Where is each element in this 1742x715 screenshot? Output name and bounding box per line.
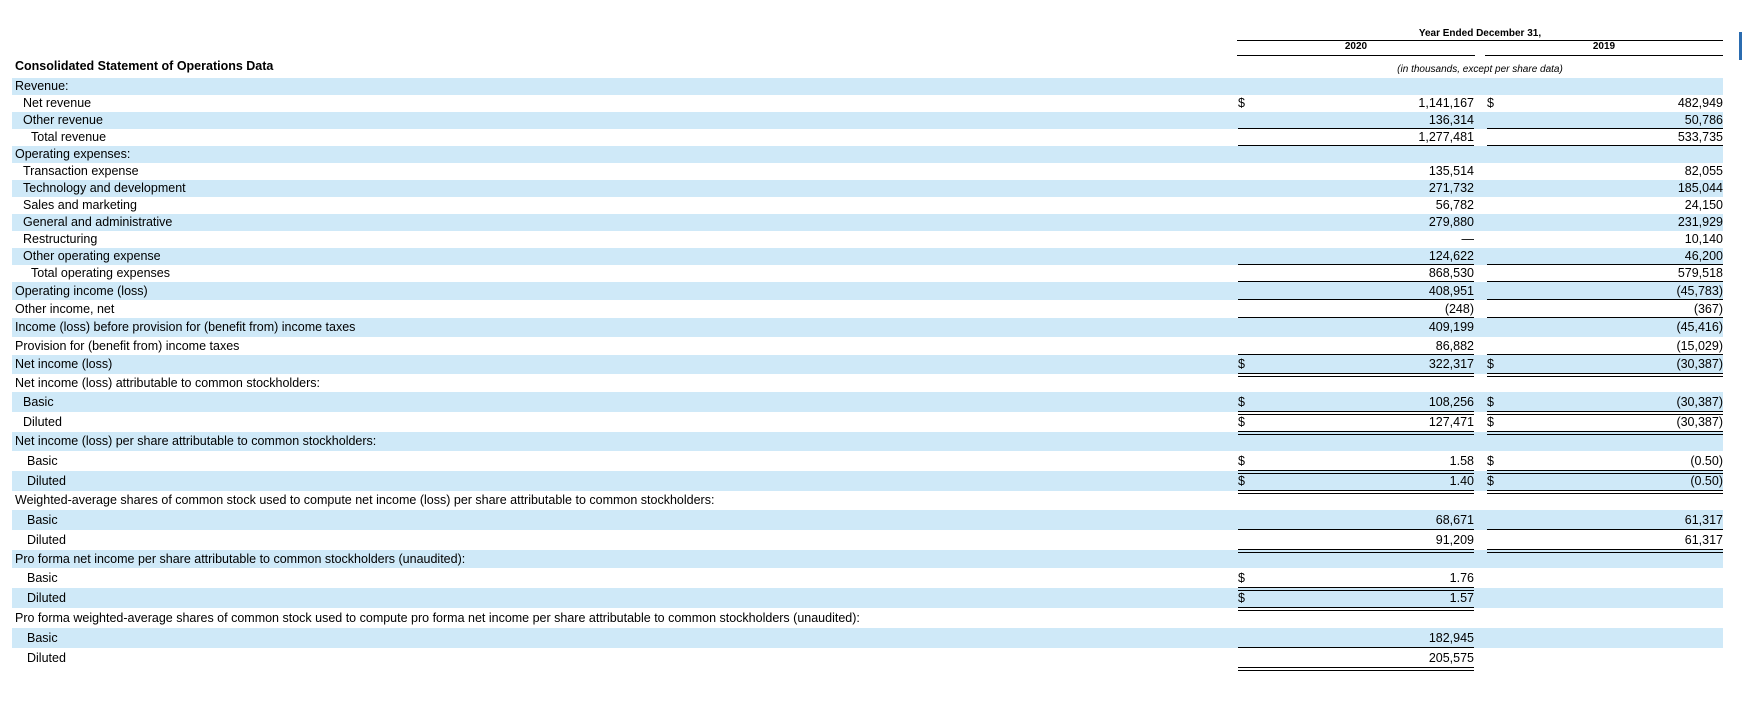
header-period-title: Year Ended December 31,	[1418, 28, 1542, 39]
row-label: Operating income (loss)	[15, 284, 148, 298]
row-label: Pro forma weighted-average shares of common stock used to compute pro forma net income per share attributable to common stockholders (unaudited):	[15, 611, 860, 625]
value-2019: 231,929	[1677, 215, 1723, 229]
row-label: Total operating expenses	[31, 266, 170, 280]
row-label: Diluted	[27, 651, 66, 665]
row-label: Other revenue	[23, 113, 103, 127]
single-underline	[1238, 145, 1474, 146]
header-rule-2019	[1485, 55, 1723, 56]
table-row	[12, 412, 1723, 432]
row-label: Basic	[27, 513, 58, 527]
value-2020: 1.58	[1449, 454, 1474, 468]
value-2019: (45,783)	[1676, 284, 1723, 298]
table-row	[12, 392, 1723, 412]
value-2020: 1,141,167	[1418, 96, 1474, 110]
row-label: Pro forma net income per share attributable to common stockholders (unaudited):	[15, 552, 466, 566]
row-label: Technology and development	[23, 181, 186, 195]
double-underline	[1487, 490, 1723, 494]
header-year-2020: 2020	[1344, 41, 1368, 52]
value-2020: 322,317	[1428, 357, 1474, 371]
value-2019: 482,949	[1677, 96, 1723, 110]
table-row	[12, 608, 1723, 628]
double-underline	[1238, 470, 1474, 474]
currency-symbol-2019: $	[1487, 454, 1494, 468]
table-row	[12, 214, 1723, 231]
double-underline	[1487, 470, 1723, 474]
row-label: Other operating expense	[23, 249, 161, 263]
row-label: Diluted	[27, 591, 66, 605]
table-row	[12, 197, 1723, 214]
table-row	[12, 530, 1723, 550]
row-label: Restructuring	[23, 232, 98, 246]
row-label: Net income (loss) attributable to common stockholders:	[15, 376, 320, 390]
value-2019: 46,200	[1684, 249, 1723, 263]
header-units-note: (in thousands, except per share data)	[1397, 64, 1563, 75]
currency-symbol-2020: $	[1238, 474, 1245, 488]
value-2020: 124,622	[1428, 249, 1474, 263]
row-label: Income (loss) before provision for (benefit from) income taxes	[15, 320, 356, 334]
double-underline	[1238, 587, 1474, 591]
single-underline	[1238, 647, 1474, 648]
single-underline	[1238, 281, 1474, 282]
value-2019: 185,044	[1677, 181, 1723, 195]
double-underline	[1487, 431, 1723, 435]
table-row	[12, 163, 1723, 180]
table-row	[12, 129, 1723, 146]
double-underline	[1238, 411, 1474, 415]
value-2020: 56,782	[1435, 198, 1474, 212]
row-label: Diluted	[27, 474, 66, 488]
value-2020: 136,314	[1428, 113, 1474, 127]
single-underline	[1238, 264, 1474, 265]
value-2020: 279,880	[1428, 215, 1474, 229]
currency-symbol-2019: $	[1487, 395, 1494, 409]
value-2019: 533,735	[1677, 130, 1723, 144]
double-underline	[1238, 431, 1474, 435]
value-2020: 127,471	[1428, 415, 1474, 429]
single-underline	[1238, 299, 1474, 300]
value-2020: 1,277,481	[1418, 130, 1474, 144]
header-rule-2020	[1237, 55, 1475, 56]
value-2019: 61,317	[1684, 513, 1723, 527]
single-underline	[1487, 145, 1723, 146]
value-2020: 108,256	[1428, 395, 1474, 409]
table-row	[12, 471, 1723, 491]
double-underline	[1238, 667, 1474, 671]
currency-symbol-2020: $	[1238, 454, 1245, 468]
single-underline	[1238, 317, 1474, 318]
value-2020: 68,671	[1435, 513, 1474, 527]
table-row	[12, 355, 1723, 374]
table-row	[12, 265, 1723, 282]
value-2020: 409,199	[1428, 320, 1474, 334]
row-label: Total revenue	[31, 130, 107, 144]
currency-symbol-2019: $	[1487, 96, 1494, 110]
table-row	[12, 78, 1723, 95]
value-2019: (30,387)	[1676, 357, 1723, 371]
value-2020: (248)	[1444, 302, 1474, 316]
row-label: Net income (loss)	[15, 357, 113, 371]
double-underline	[1238, 607, 1474, 611]
value-2019: 10,140	[1684, 232, 1723, 246]
table-row	[12, 112, 1723, 129]
single-underline	[1238, 529, 1474, 530]
double-underline	[1487, 373, 1723, 377]
currency-symbol-2020: $	[1238, 571, 1245, 585]
value-2019: (30,387)	[1676, 395, 1723, 409]
row-label: Revenue:	[15, 79, 69, 93]
value-2020: 91,209	[1435, 533, 1474, 547]
value-2019: 24,150	[1684, 198, 1723, 212]
value-2019: (30,387)	[1676, 415, 1723, 429]
header-year-2019: 2019	[1592, 41, 1616, 52]
row-label: Provision for (benefit from) income taxes	[15, 339, 240, 353]
value-2019: 50,786	[1684, 113, 1723, 127]
table-row	[12, 300, 1723, 318]
currency-symbol-2019: $	[1487, 415, 1494, 429]
row-label: General and administrative	[23, 215, 173, 229]
statement-title: Consolidated Statement of Operations Data	[15, 59, 274, 73]
currency-symbol-2019: $	[1487, 357, 1494, 371]
table-row	[12, 648, 1723, 668]
row-label: Other income, net	[15, 302, 115, 316]
value-2019: (45,416)	[1676, 320, 1723, 334]
row-label: Basic	[23, 395, 54, 409]
table-row	[12, 180, 1723, 197]
value-2020: 182,945	[1428, 631, 1474, 645]
currency-symbol-2020: $	[1238, 96, 1245, 110]
value-2020: 868,530	[1428, 266, 1474, 280]
double-underline	[1238, 373, 1474, 377]
single-underline	[1487, 317, 1723, 318]
value-2020: 1.40	[1449, 474, 1474, 488]
double-underline	[1238, 490, 1474, 494]
row-label: Basic	[27, 571, 58, 585]
row-label: Basic	[27, 631, 58, 645]
value-2020: 135,514	[1428, 164, 1474, 178]
value-2019: 82,055	[1684, 164, 1723, 178]
row-label: Basic	[27, 454, 58, 468]
value-2019: 61,317	[1684, 533, 1723, 547]
single-underline	[1238, 354, 1474, 355]
value-2019: (0.50)	[1690, 474, 1723, 488]
single-underline	[1487, 281, 1723, 282]
double-underline	[1487, 411, 1723, 415]
table-row	[12, 318, 1723, 337]
currency-symbol-2020: $	[1238, 591, 1245, 605]
value-2020: 271,732	[1428, 181, 1474, 195]
row-label: Net income (loss) per share attributable to common stockholders:	[15, 434, 377, 448]
value-2019: (15,029)	[1676, 339, 1723, 353]
table-row	[12, 337, 1723, 355]
table-row	[12, 510, 1723, 530]
single-underline	[1487, 128, 1723, 129]
table-row	[12, 588, 1723, 608]
table-row	[12, 146, 1723, 163]
currency-symbol-2020: $	[1238, 395, 1245, 409]
row-label: Diluted	[27, 533, 66, 547]
single-underline	[1487, 354, 1723, 355]
row-label: Transaction expense	[23, 164, 139, 178]
value-2020: —	[1461, 232, 1474, 246]
single-underline	[1487, 529, 1723, 530]
row-label: Sales and marketing	[23, 198, 137, 212]
single-underline	[1487, 264, 1723, 265]
value-2020: 205,575	[1428, 651, 1474, 665]
value-2020: 1.57	[1449, 591, 1474, 605]
value-2020: 408,951	[1428, 284, 1474, 298]
row-label: Operating expenses:	[15, 147, 131, 161]
currency-symbol-2020: $	[1238, 415, 1245, 429]
single-underline	[1238, 128, 1474, 129]
double-underline	[1487, 549, 1723, 553]
row-label: Diluted	[23, 415, 62, 429]
value-2020: 1.76	[1449, 571, 1474, 585]
table-row	[12, 568, 1723, 588]
currency-symbol-2020: $	[1238, 357, 1245, 371]
table-row	[12, 451, 1723, 471]
value-2019: (367)	[1693, 302, 1723, 316]
table-row	[12, 628, 1723, 648]
currency-symbol-2019: $	[1487, 474, 1494, 488]
single-underline	[1487, 299, 1723, 300]
table-row	[12, 248, 1723, 265]
double-underline	[1238, 549, 1474, 553]
table-row	[12, 95, 1723, 112]
table-row	[12, 282, 1723, 300]
table-row	[12, 231, 1723, 248]
row-label: Weighted-average shares of common stock used to compute net income (loss) per share attributable to common stockholders:	[15, 493, 715, 507]
row-label: Net revenue	[23, 96, 92, 110]
value-2020: 86,882	[1435, 339, 1474, 353]
value-2019: (0.50)	[1690, 454, 1723, 468]
value-2019: 579,518	[1677, 266, 1723, 280]
